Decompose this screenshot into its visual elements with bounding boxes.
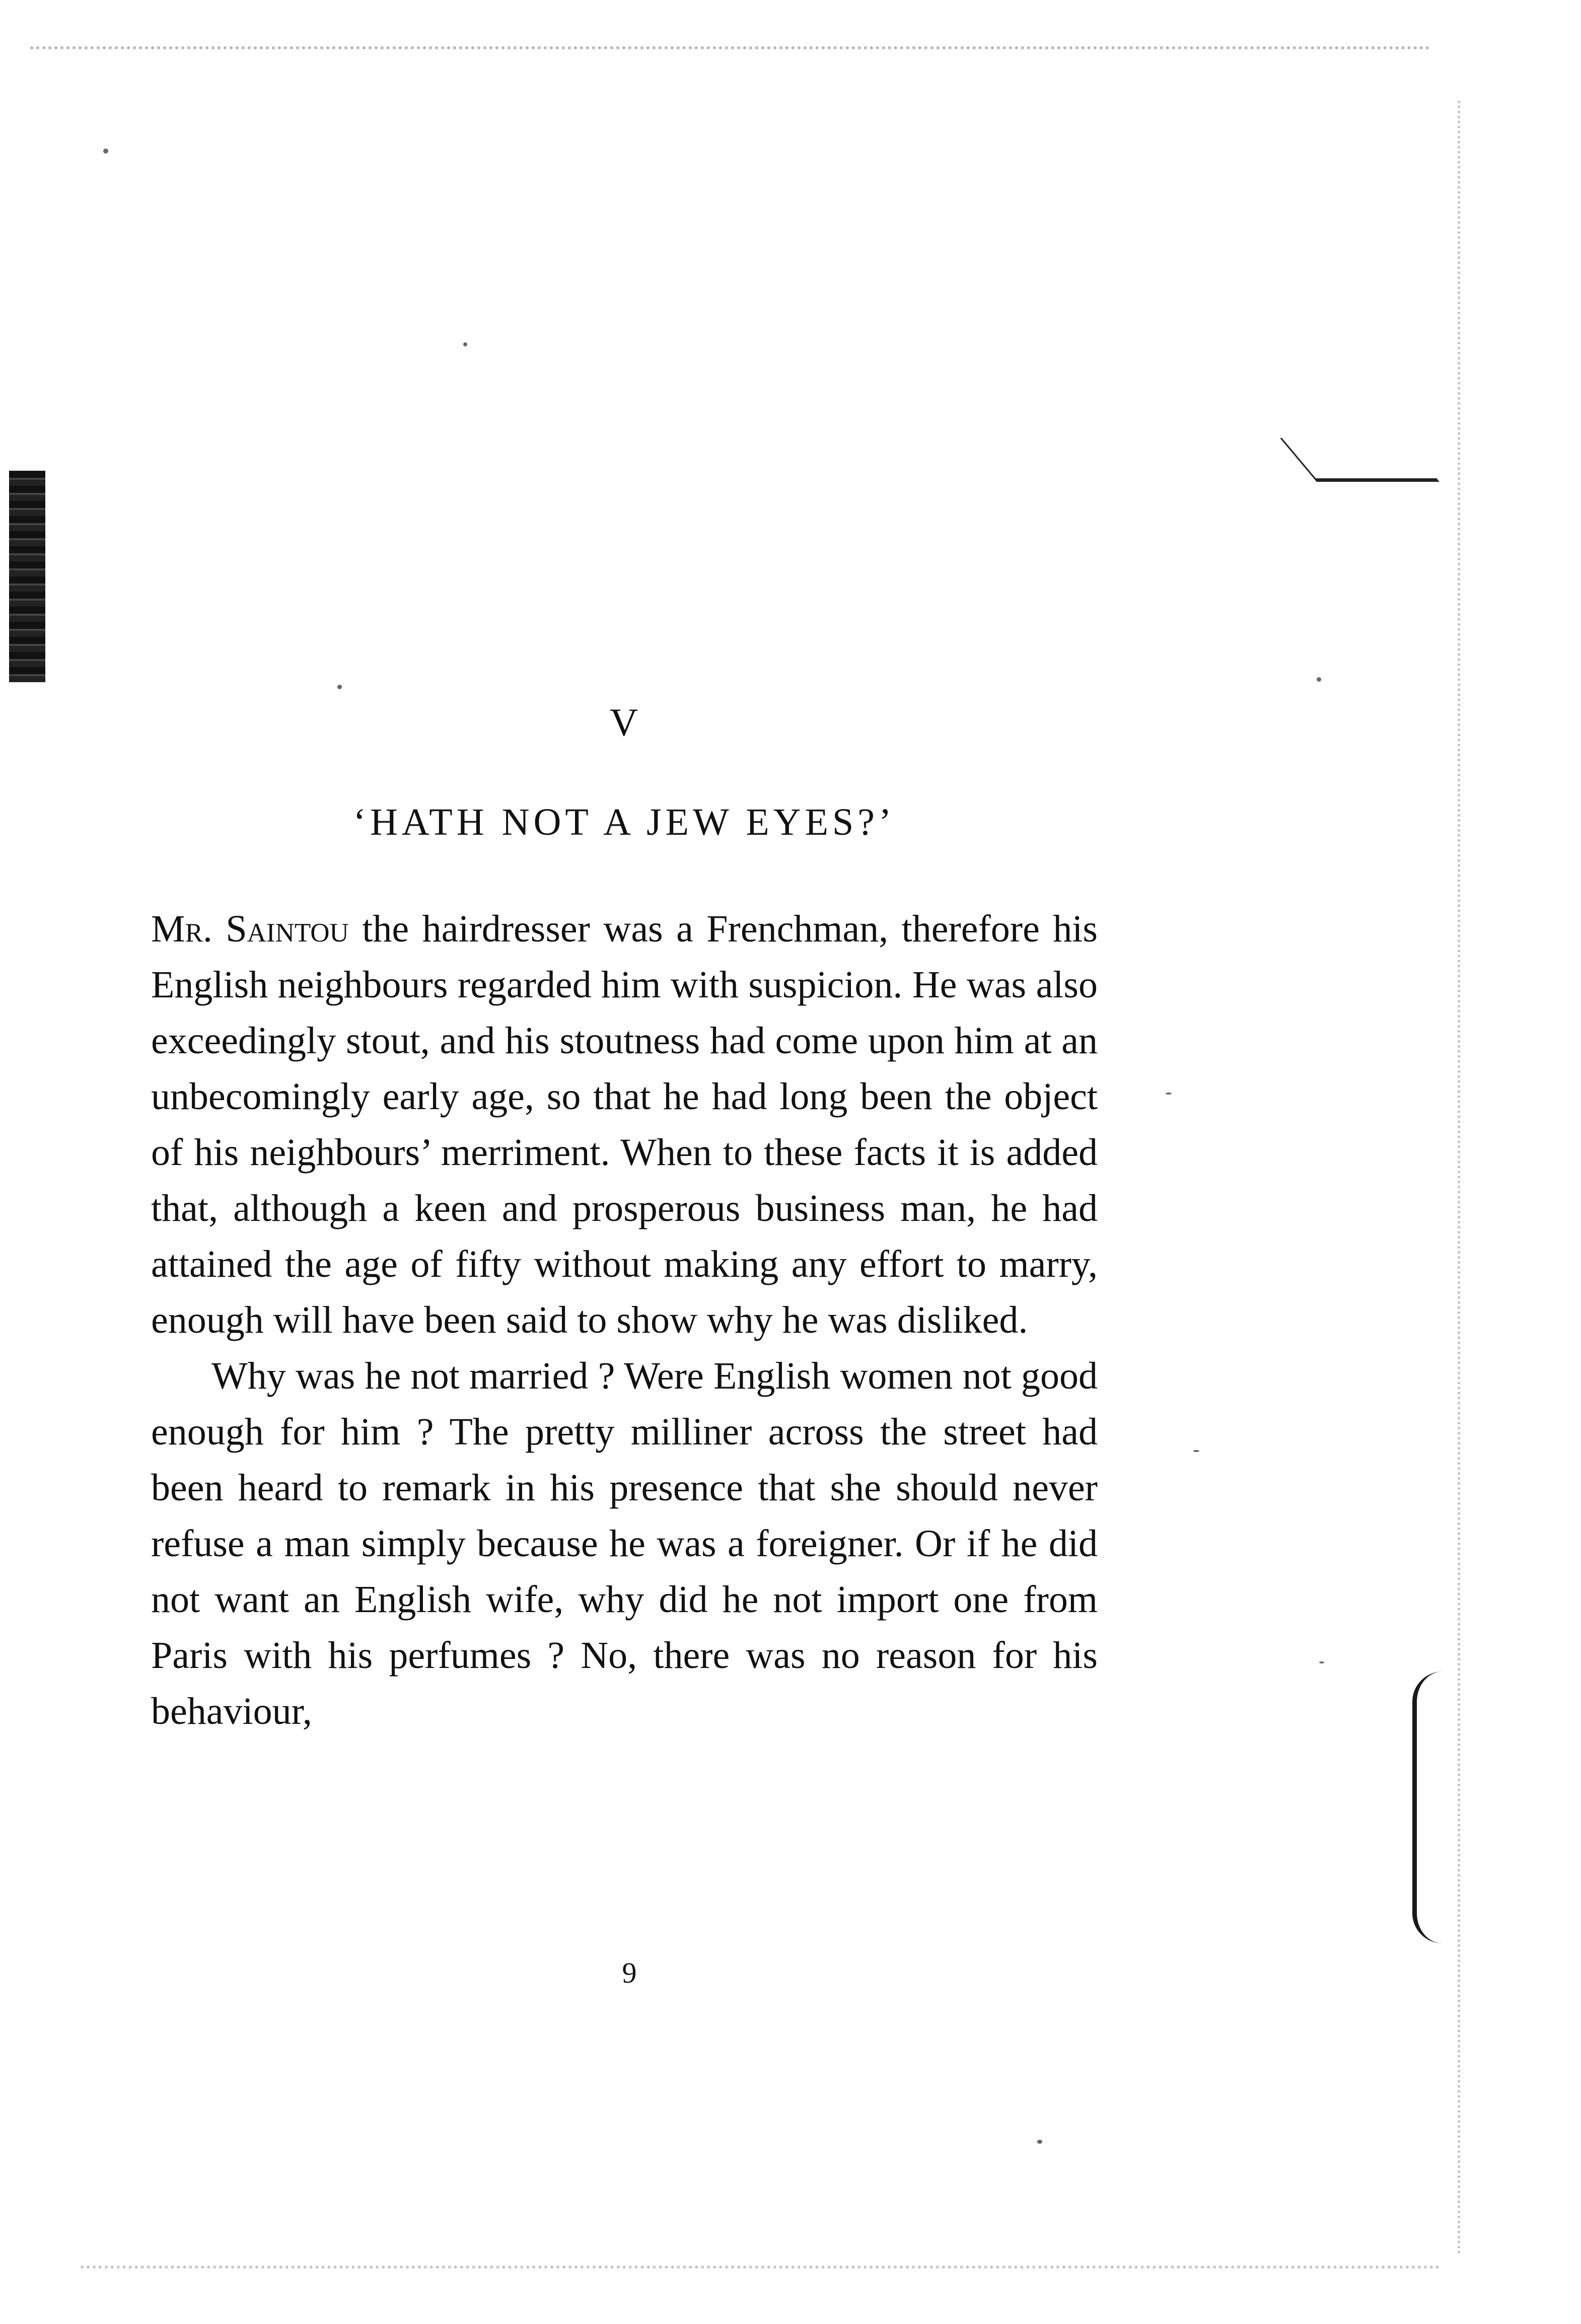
scan-edge-bottom [81, 2266, 1440, 2269]
scan-speck [1317, 677, 1321, 682]
scan-fold-mark [1280, 438, 1440, 482]
scan-speck [337, 685, 342, 689]
scan-speck [463, 342, 467, 346]
scan-edge-right [1458, 101, 1460, 2256]
scan-edge-top [30, 46, 1430, 49]
paragraph-text: the hairdresser was a Frenchman, therefore his English neighbours regarded him with suspicion. He was also exceedingly stout, and his stoutness had come upon him at an unbecomingly early age, so that he had long been the object of his neighbours’ merriment. When to these facts it is added that, although a keen and prosperous business man, he had attained the age of fifty without making any effort to marry, enough will have been said to show why he was disliked. [151, 908, 1098, 1341]
page-number: 9 [622, 1956, 637, 1989]
scan-speck [1319, 1661, 1324, 1663]
paragraph-lead: Mr. Saintou [151, 908, 349, 950]
scan-speck [1166, 1093, 1172, 1095]
scan-speck [1037, 2140, 1042, 2144]
scan-speck [1193, 1450, 1199, 1452]
chapter-number: V [609, 700, 639, 744]
paragraph [151, 901, 1098, 1348]
chapter-body [151, 901, 1098, 1739]
scan-bracket-mark [1412, 1672, 1447, 1943]
chapter-title: ‘HATH NOT A JEW EYES?’ [353, 801, 896, 843]
paragraph [151, 1348, 1098, 1739]
paragraph-text: Why was he not married ? Were English women not good enough for him ? The pretty milliner across the street had been heard to remark in his presence that she should never refuse a man simply because he was a foreigner. Or if he did not want an English wife, why did he not import one from Paris with his perfumes ? No, there was no reason for his behaviour, [151, 1355, 1098, 1732]
scan-binding-mark [9, 471, 45, 682]
scan-speck [103, 149, 108, 154]
